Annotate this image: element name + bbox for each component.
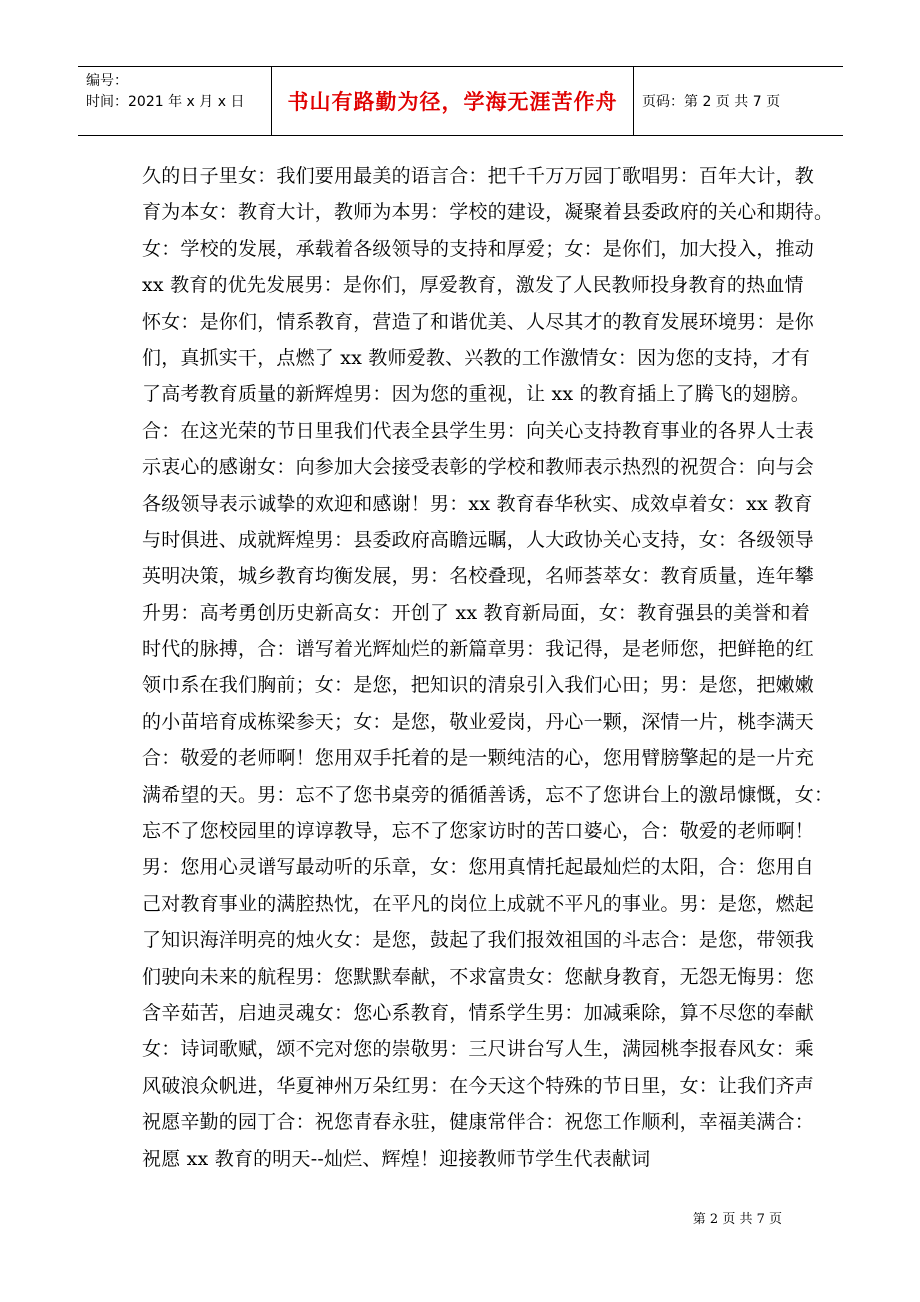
document-header xyxy=(78,66,843,136)
body-line: 各级领导表示诚挚的欢迎和感谢！男：xx 教育春华秋实、成效卓着女：xx 教育 xyxy=(142,492,813,515)
body-line: 的小苗培育成栋梁参天；女：是您，敬业爱岗，丹心一颗，深情一片，桃李满天 xyxy=(142,710,815,733)
body-line: 合：在这光荣的节日里我们代表全县学生男：向关心支持教育事业的各界人士表 xyxy=(142,419,815,442)
body-line: 男：您用心灵谱写最动听的乐章，女：您用真情托起最灿烂的太阳，合：您用自 xyxy=(142,856,815,879)
body-line: 了高考教育质量的新辉煌男：因为您的重视，让 xx 的教育插上了腾飞的翅膀。 xyxy=(142,383,810,406)
body-line: 合：敬爱的老师啊！您用双手托着的是一颗纯洁的心，您用臂膀擎起的是一片充 xyxy=(142,747,815,770)
body-line: 祝愿辛勤的园丁合：祝您青春永驻，健康常伴合：祝您工作顺利，幸福美满合： xyxy=(142,1111,815,1134)
body-line: 己对教育事业的满腔热忱，在平凡的岗位上成就不平凡的事业。男：是您，燃起 xyxy=(142,892,815,915)
body-line: 育为本女：教育大计，教师为本男：学校的建设，凝聚着县委政府的关心和期待。 xyxy=(142,201,834,224)
document-date-label: 时间：2021 年 x 月 x 日 xyxy=(86,94,245,110)
document-number-label: 编号： xyxy=(86,73,128,89)
body-line: 示衷心的感谢女：向参加大会接受表彰的学校和教师表示热烈的祝贺合：向与会 xyxy=(142,456,815,479)
body-line: 们，真抓实干，点燃了 xx 教师爱教、兴教的工作激情女：因为您的支持，才有 xyxy=(142,346,810,369)
body-line: 怀女：是你们，情系教育，营造了和谐优美、人尽其才的教育发展环境男：是你 xyxy=(142,310,815,333)
body-line: 英明决策，城乡教育均衡发展，男：名校叠现，名师荟萃女：教育质量，连年攀 xyxy=(142,565,815,588)
body-line: xx 教育的优先发展男：是你们，厚爱教育，激发了人民教师投身教育的热血情 xyxy=(142,274,804,297)
header-meta xyxy=(78,67,272,135)
header-page-number: 页码：第 2 页 共 7 页 xyxy=(642,94,781,110)
body-line: 忘不了您校园里的谆谆教导，忘不了您家访时的苦口婆心，合：敬爱的老师啊！ xyxy=(142,820,815,843)
body-line: 升男：高考勇创历史新高女：开创了 xx 教育新局面，女：教育强县的美誉和着 xyxy=(142,601,810,624)
document-body xyxy=(142,158,834,1177)
footer-page-number: 第 2 页 共 7 页 xyxy=(692,1212,782,1227)
body-line: 女：诗词歌赋，颂不完对您的崇敬男：三尺讲台写人生，满园桃李报春风女：乘 xyxy=(142,1038,815,1061)
body-line: 风破浪众帆进，华夏神州万朵红男：在今天这个特殊的节日里，女：让我们齐声 xyxy=(142,1074,815,1097)
body-line: 领巾系在我们胸前；女：是您，把知识的清泉引入我们心田；男：是您，把嫩嫩 xyxy=(142,674,815,697)
body-line: 满希望的天。男：忘不了您书桌旁的循循善诱，忘不了您讲台上的激昂慷慨，女： xyxy=(142,783,834,806)
body-line: 时代的脉搏，合：谱写着光辉灿烂的新篇章男：我记得，是老师您，把鲜艳的红 xyxy=(142,638,815,661)
body-line: 与时俱进、成就辉煌男：县委政府高瞻远瞩，人大政协关心支持，女：各级领导 xyxy=(142,528,815,551)
header-motto: 书山有路勤为径，学海无涯苦作舟 xyxy=(272,67,634,135)
body-line: 了知识海洋明亮的烛火女：是您，鼓起了我们报效祖国的斗志合：是您，带领我 xyxy=(142,929,815,952)
body-line: 女：学校的发展，承载着各级领导的支持和厚爱；女：是你们，加大投入，推动 xyxy=(142,237,815,260)
body-line: 含辛茹苦，启迪灵魂女：您心系教育，情系学生男：加减乘除，算不尽您的奉献 xyxy=(142,1001,815,1024)
body-line: 祝愿 xx 教育的明天--灿烂、辉煌！迎接教师节学生代表献词 xyxy=(142,1147,651,1170)
body-line: 久的日子里女：我们要用最美的语言合：把千千万万园丁歌唱男：百年大计，教 xyxy=(142,165,815,187)
body-line: 们驶向未来的航程男：您默默奉献，不求富贵女：您献身教育，无怨无悔男：您 xyxy=(142,965,815,988)
